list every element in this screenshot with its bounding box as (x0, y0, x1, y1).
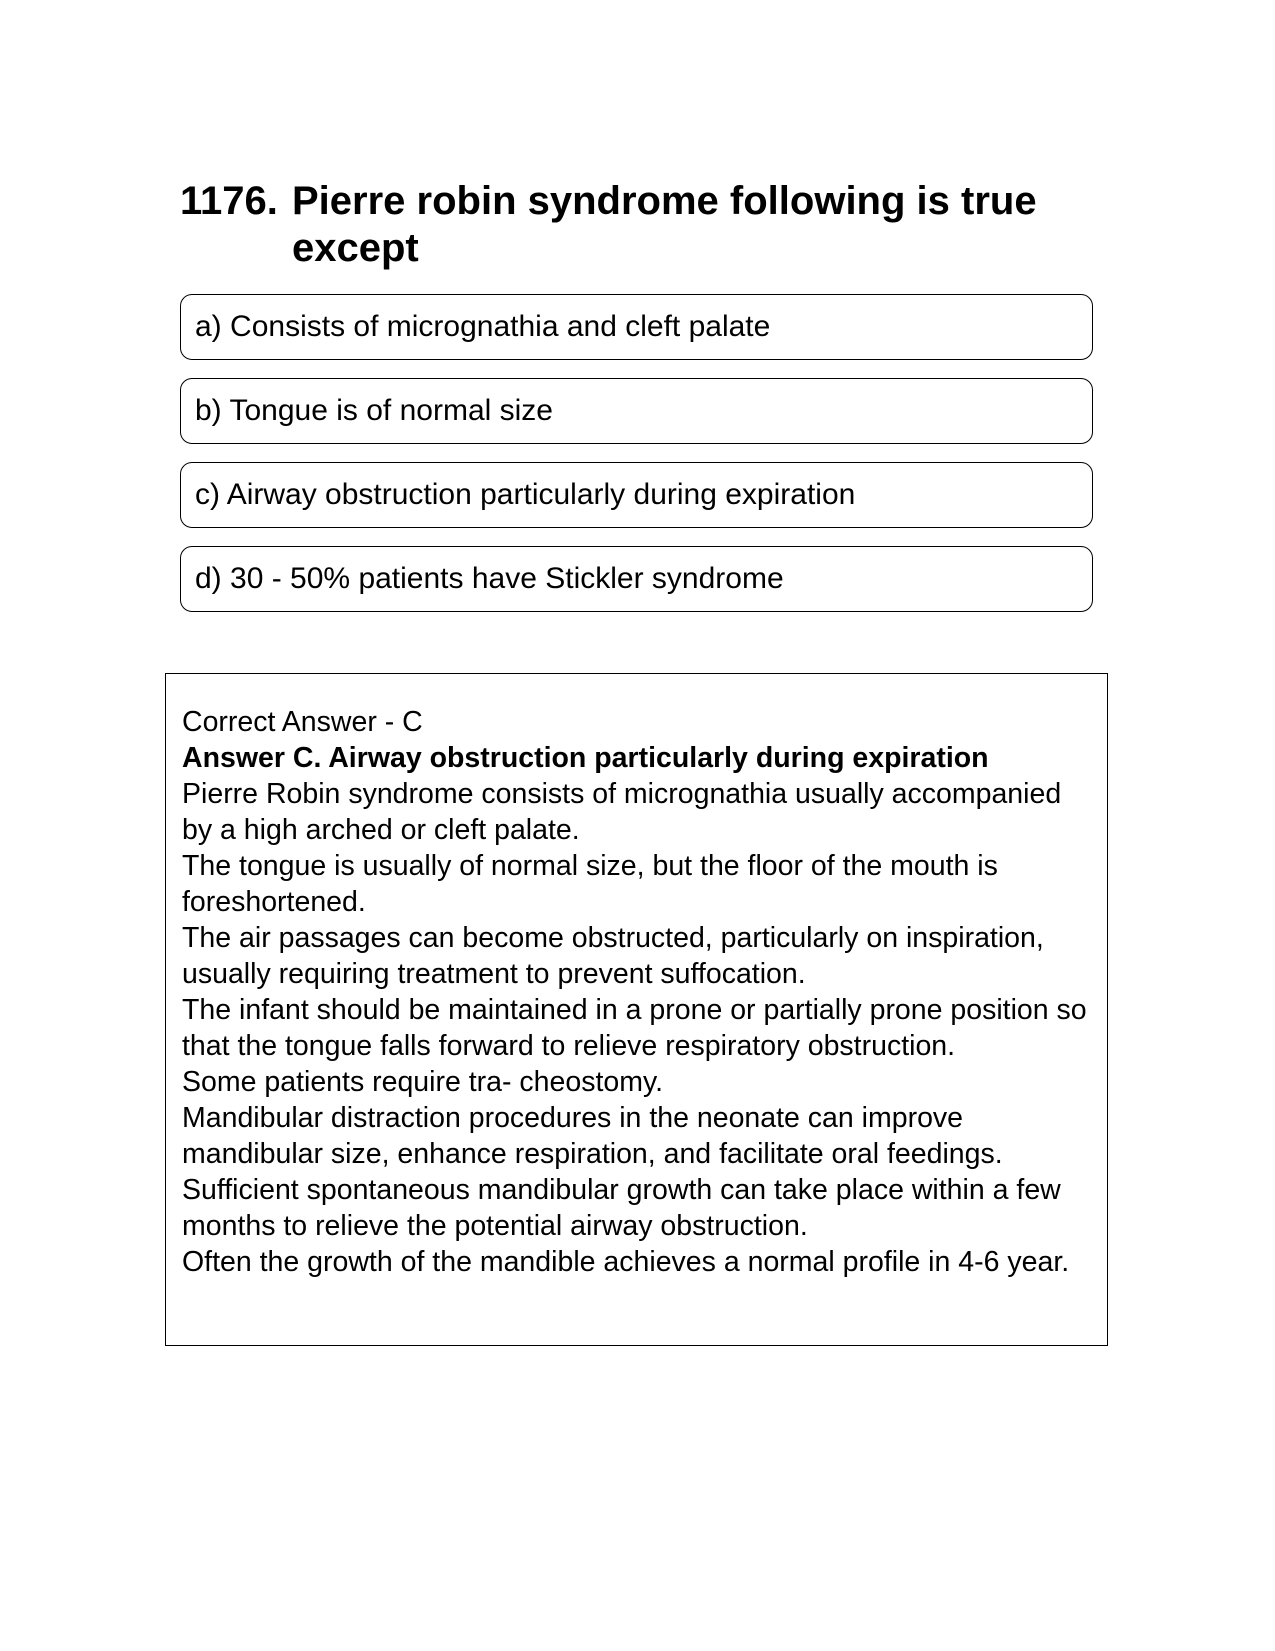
option-a-text: Consists of micrognathia and cleft palate (230, 310, 771, 343)
option-b-label: b) (195, 394, 222, 427)
question-number: 1176. (180, 179, 278, 223)
answer-explanation-box (165, 673, 1108, 1346)
option-d-text: 30 - 50% patients have Stickler syndrome (230, 562, 784, 595)
explanation-paragraph: Some patients require tra- cheostomy. (182, 1066, 664, 1098)
option-a-label: a) (195, 310, 222, 343)
question-text: Pierre robin syndrome following is true except (292, 179, 1037, 270)
option-b-text: Tongue is of normal size (229, 394, 553, 427)
question-heading (180, 178, 1100, 272)
explanation-paragraph: The tongue is usually of normal size, but the floor of the mouth is foreshortened. (182, 850, 998, 918)
explanation-paragraph: Pierre Robin syndrome consists of micrognathia usually accompanied by a high arched or cleft palate. (182, 778, 1062, 846)
option-b[interactable] (180, 378, 1093, 444)
answer-heading: Answer C. Airway obstruction particularly during expiration (182, 742, 989, 774)
option-a[interactable] (180, 294, 1093, 360)
explanation-paragraph: Mandibular distraction procedures in the neonate can improve mandibular size, enhance respiration, and facilitate oral feedings. (182, 1102, 1003, 1170)
option-c-label: c) (195, 478, 220, 511)
option-d[interactable] (180, 546, 1093, 612)
option-c[interactable] (180, 462, 1093, 528)
explanation-paragraph: Sufficient spontaneous mandibular growth can take place within a few months to relieve the potential airway obstruction. (182, 1174, 1061, 1242)
explanation-paragraph: The infant should be maintained in a prone or partially prone position so that the tongue falls forward to relieve respiratory obstruction. (182, 994, 1087, 1062)
correct-answer-line: Correct Answer - C (182, 706, 423, 738)
explanation-paragraph: The air passages can become obstructed, particularly on inspiration, usually requiring treatment to prevent suffocation. (182, 922, 1044, 990)
option-c-text: Airway obstruction particularly during expiration (226, 478, 856, 511)
explanation-paragraph: Often the growth of the mandible achieves a normal profile in 4-6 year. (182, 1246, 1070, 1278)
option-d-label: d) (195, 562, 222, 595)
